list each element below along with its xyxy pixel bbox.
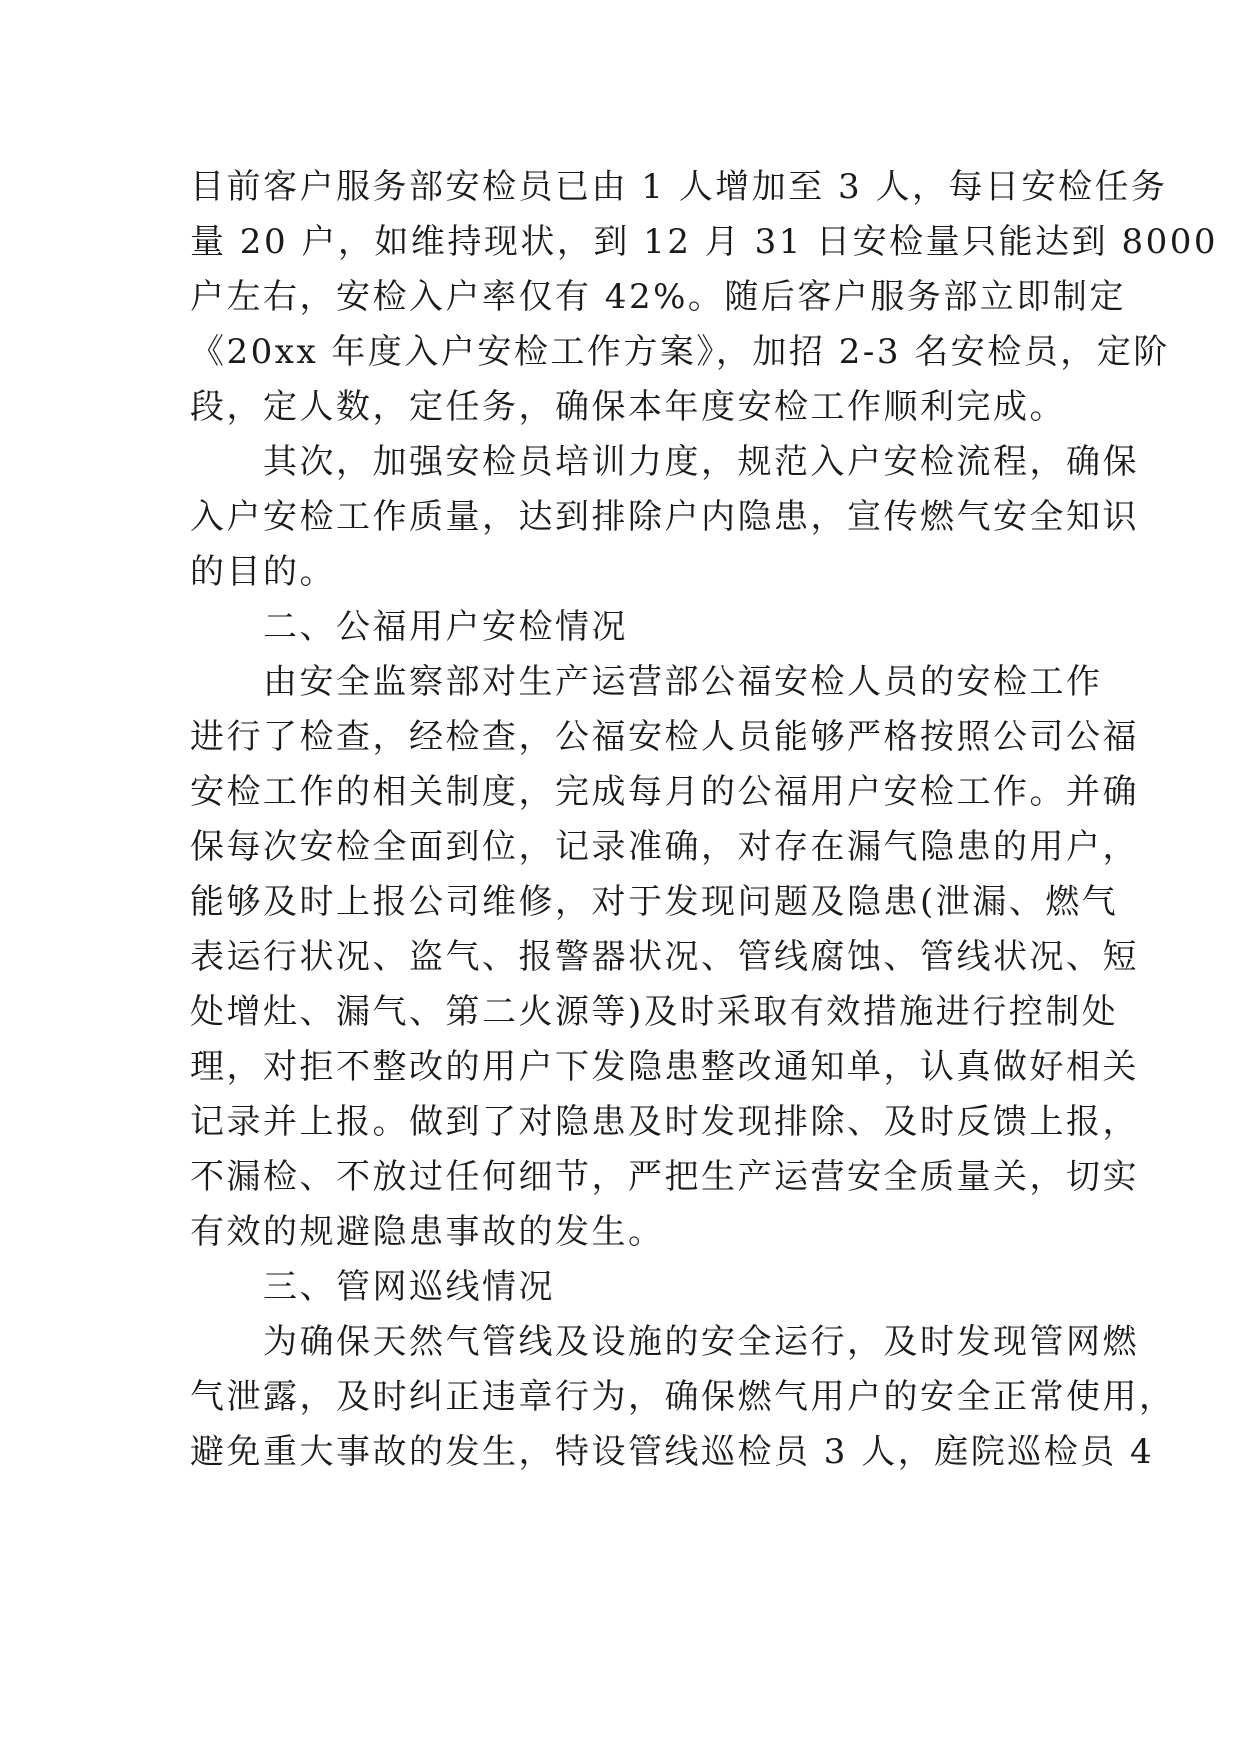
text-line: 户左右，安检入户率仅有 42%。随后客户服务部立即制定 <box>190 277 1126 317</box>
text-line: 有效的规避隐患事故的发生。 <box>190 1212 665 1252</box>
text-line: 安检工作的相关制度，完成每月的公福用户安检工作。并确 <box>190 772 1139 812</box>
text-line: 三、管网巡线情况 <box>190 1267 555 1307</box>
text-line: 避免重大事故的发生，特设管线巡检员 3 人，庭院巡检员 4 <box>190 1432 1155 1472</box>
text-line: 其次，加强安检员培训力度，规范入户安检流程，确保 <box>190 442 1139 482</box>
text-line: 记录并上报。做到了对隐患及时发现排除、及时反馈上报， <box>190 1102 1139 1142</box>
text-line: 理，对拒不整改的用户下发隐患整改通知单，认真做好相关 <box>190 1047 1139 1087</box>
text-line: 由安全监察部对生产运营部公福安检人员的安检工作 <box>190 662 1103 702</box>
text-line: 处增灶、漏气、第二火源等)及时采取有效措施进行控制处 <box>190 992 1119 1032</box>
text-line: 量 20 户，如维持现状，到 12 月 31 日安检量只能达到 8000 <box>190 222 1218 262</box>
text-line: 能够及时上报公司维修，对于发现问题及隐患(泄漏、燃气 <box>190 882 1119 922</box>
text-line: 不漏检、不放过任何细节，严把生产运营安全质量关，切实 <box>190 1157 1139 1197</box>
text-line: 入户安检工作质量，达到排除户内隐患，宣传燃气安全知识 <box>190 497 1139 537</box>
text-line: 进行了检查，经检查，公福安检人员能够严格按照公司公福 <box>190 717 1139 757</box>
text-line: 的目的。 <box>190 552 336 592</box>
text-line: 表运行状况、盗气、报警器状况、管线腐蚀、管线状况、短 <box>190 937 1139 977</box>
text-line: 目前客户服务部安检员已由 1 人增加至 3 人，每日安检任务 <box>190 167 1168 207</box>
document-body <box>190 160 1218 1480</box>
text-line: 二、公福用户安检情况 <box>190 607 628 647</box>
text-line: 《20xx 年度入户安检工作方案》，加招 2-3 名安检员，定阶 <box>190 332 1170 372</box>
text-line: 段，定人数，定任务，确保本年度安检工作顺利完成。 <box>190 387 1066 427</box>
text-line: 气泄露，及时纠正违章行为，确保燃气用户的安全正常使用， <box>190 1377 1176 1417</box>
text-line: 为确保天然气管线及设施的安全运行，及时发现管网燃 <box>190 1322 1139 1362</box>
text-line: 保每次安检全面到位，记录准确，对存在漏气隐患的用户， <box>190 827 1139 867</box>
